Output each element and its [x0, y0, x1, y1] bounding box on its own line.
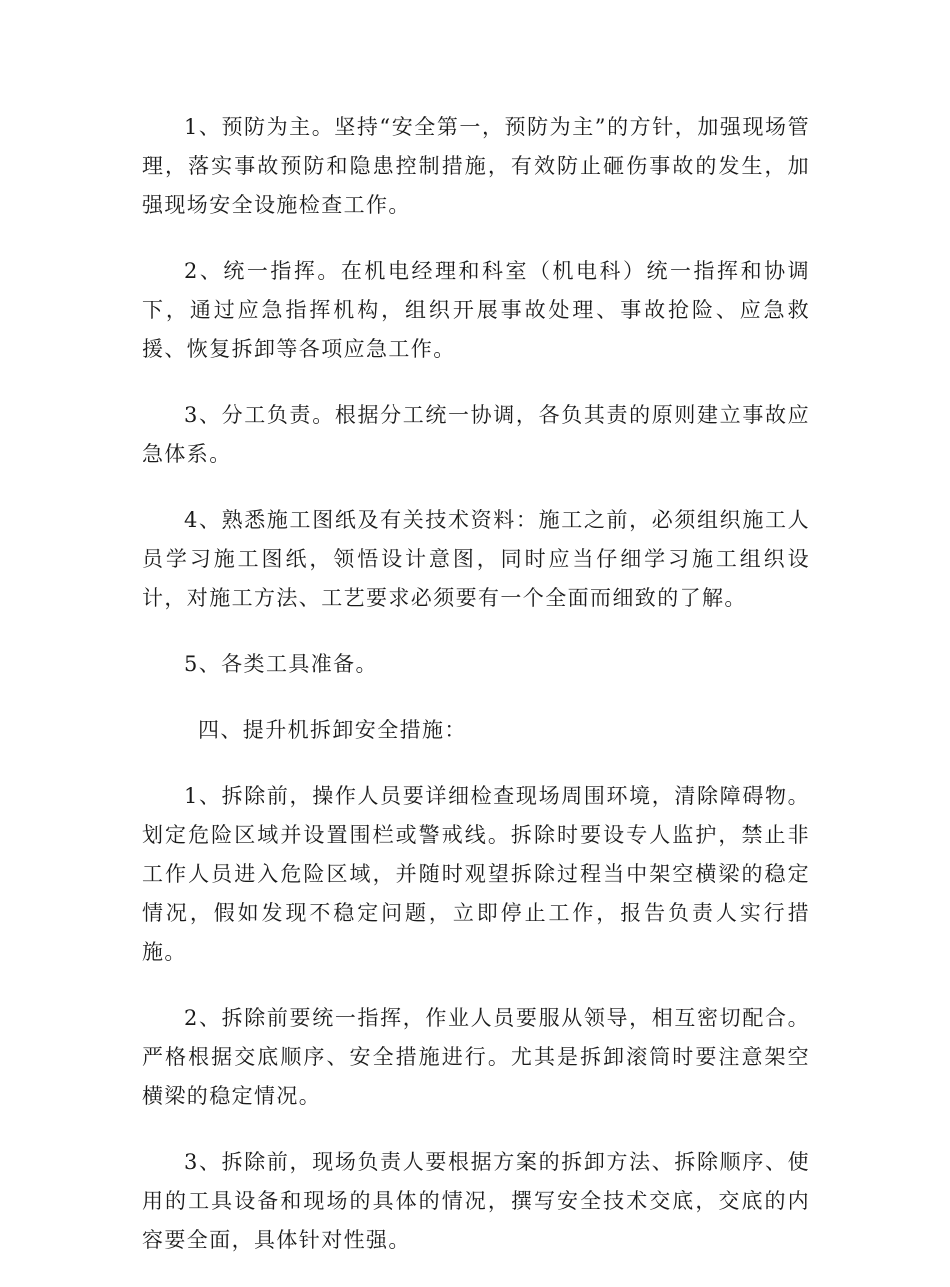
- document-page: [142, 108, 810, 1287]
- paragraph-tools: 5、各类工具准备。: [184, 652, 378, 676]
- paragraph-command: 2、拆除前要统一指挥，作业人员要服从领导，相互密切配合。严格根据交底顺序、安全措施进行。尤其是拆卸滚筒时要注意架空横梁的稳定情况。: [142, 1006, 810, 1108]
- paragraph-unified-command: 2、统一指挥。在机电经理和科室（机电科）统一指挥和协调下，通过应急指挥机构，组织开展事故处理、事故抢险、应急救援、恢复拆卸等各项应急工作。: [142, 259, 810, 361]
- paragraph-drawings: 4、熟悉施工图纸及有关技术资料：施工之前，必须组织施工人员学习施工图纸，领悟设计意图，同时应当仔细学习施工组织设计，对施工方法、工艺要求必须要有一个全面而细致的了解。: [142, 508, 810, 610]
- paragraph-prevention: 1、预防为主。坚持“安全第一，预防为主”的方针，加强现场管理，落实事故预防和隐患控制措施，有效防止砸伤事故的发生，加强现场安全设施检查工作。: [142, 115, 810, 217]
- paragraph-division-of-labor: 3、分工负责。根据分工统一协调，各负其责的原则建立事故应急体系。: [142, 403, 810, 466]
- paragraph-inspection: 1、拆除前，操作人员要详细检查现场周围环境，清除障碍物。划定危险区域并设置围栏或警戒线。拆除时要设专人监护，禁止非工作人员进入危险区域，并随时观望拆除过程当中架空横梁的稳定情况，假如发现不稳定问题，立即停止工作，报告负责人实行措施。: [142, 784, 810, 964]
- paragraph-briefing: 3、拆除前，现场负责人要根据方案的拆卸方法、拆除顺序、使用的工具设备和现场的具体的情况，撰写安全技术交底，交底的内容要全面，具体针对性强。: [142, 1150, 810, 1252]
- section-heading: 四、提升机拆卸安全措施：: [198, 718, 467, 742]
